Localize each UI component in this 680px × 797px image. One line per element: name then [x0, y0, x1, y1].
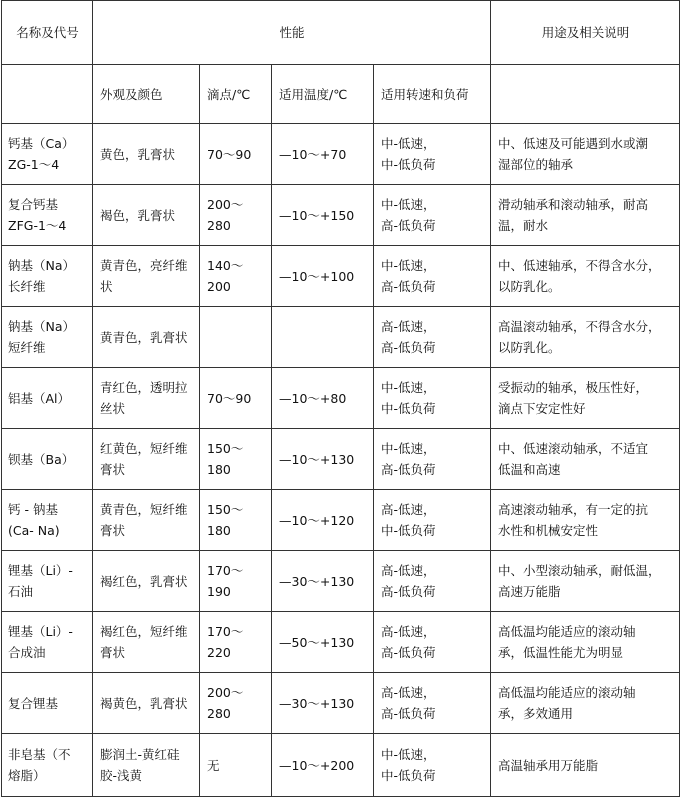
cell-usage: 中、小型滚动轴承，耐低温， 高速万能脂 — [491, 551, 680, 612]
cell-name: 钙基（Ca） ZG-1～4 — [2, 124, 93, 185]
cell-speed-load: 中-低速， 高-低负荷 — [374, 185, 491, 246]
cell-temperature: —10～+120 — [272, 490, 374, 551]
cell-dropping-point: 170～190 — [200, 551, 272, 612]
cell-usage: 受振动的轴承，极压性好， 滴点下安定性好 — [491, 368, 680, 429]
cell-appearance: 黄色，乳膏状 — [93, 124, 200, 185]
cell-dropping-point: 200～280 — [200, 673, 272, 734]
cell-name: 锂基（Li）- 合成油 — [2, 612, 93, 673]
cell-usage: 中、低速及可能遇到水或潮 湿部位的轴承 — [491, 124, 680, 185]
cell-appearance: 黄青色，乳膏状 — [93, 307, 200, 368]
cell-dropping-point: 200～280 — [200, 185, 272, 246]
cell-speed-load: 中-低速， 中-低负荷 — [374, 734, 491, 797]
cell-usage: 高速滚动轴承，有一定的抗 水性和机械安定性 — [491, 490, 680, 551]
cell-name: 复合锂基 — [2, 673, 93, 734]
grease-properties-table — [1, 0, 680, 797]
cell-usage: 中、低速轴承，不得含水分， 以防乳化。 — [491, 246, 680, 307]
cell-speed-load: 高-低速， 中-低负荷 — [374, 490, 491, 551]
cell-appearance: 褐红色，短纤维 膏状 — [93, 612, 200, 673]
cell-appearance: 褐色，乳膏状 — [93, 185, 200, 246]
cell-speed-load: 中-低速， 高-低负荷 — [374, 246, 491, 307]
table-row — [2, 612, 680, 673]
cell-appearance: 青红色，透明拉 丝状 — [93, 368, 200, 429]
cell-temperature: —10～+80 — [272, 368, 374, 429]
cell-usage: 高低温均能适应的滚动轴 承，低温性能尤为明显 — [491, 612, 680, 673]
cell-appearance: 褐黄色，乳膏状 — [93, 673, 200, 734]
cell-temperature: —50～+130 — [272, 612, 374, 673]
table-row — [2, 185, 680, 246]
cell-speed-load: 中-低速， 中-低负荷 — [374, 368, 491, 429]
header-temperature: 适用温度/℃ — [272, 65, 374, 124]
table-row — [2, 124, 680, 185]
cell-speed-load: 中-低速， 高-低负荷 — [374, 429, 491, 490]
header-empty-cell — [2, 65, 93, 124]
table-row — [2, 490, 680, 551]
cell-usage: 滑动轴承和滚动轴承，耐高 温，耐水 — [491, 185, 680, 246]
table-row — [2, 307, 680, 368]
cell-usage: 高低温均能适应的滚动轴 承，多效通用 — [491, 673, 680, 734]
table-row — [2, 734, 680, 797]
cell-temperature: —10～+200 — [272, 734, 374, 797]
header-usage: 用途及相关说明 — [491, 1, 680, 65]
header-name: 名称及代号 — [2, 1, 93, 65]
cell-speed-load: 高-低速， 高-低负荷 — [374, 551, 491, 612]
cell-name: 锂基（Li）- 石油 — [2, 551, 93, 612]
cell-temperature: —10～+150 — [272, 185, 374, 246]
cell-speed-load: 中-低速， 中-低负荷 — [374, 124, 491, 185]
cell-name: 钠基（Na） 短纤维 — [2, 307, 93, 368]
header-appearance: 外观及颜色 — [93, 65, 200, 124]
cell-appearance: 红黄色，短纤维 膏状 — [93, 429, 200, 490]
cell-usage: 高温滚动轴承，不得含水分， 以防乳化。 — [491, 307, 680, 368]
cell-dropping-point: 170～220 — [200, 612, 272, 673]
table-row — [2, 246, 680, 307]
cell-name: 钙 - 钠基 (Ca- Na) — [2, 490, 93, 551]
cell-dropping-point: 70～90 — [200, 124, 272, 185]
cell-speed-load: 高-低速， 高-低负荷 — [374, 612, 491, 673]
table-row — [2, 673, 680, 734]
cell-name: 钡基（Ba） — [2, 429, 93, 490]
cell-appearance: 黄青色，短纤维 膏状 — [93, 490, 200, 551]
cell-dropping-point: 70～90 — [200, 368, 272, 429]
header-row-main — [2, 1, 680, 65]
cell-usage: 高温轴承用万能脂 — [491, 734, 680, 797]
table-row — [2, 429, 680, 490]
cell-dropping-point: 无 — [200, 734, 272, 797]
cell-dropping-point: 150～180 — [200, 429, 272, 490]
cell-speed-load: 高-低速， 高-低负荷 — [374, 673, 491, 734]
cell-dropping-point: 150～180 — [200, 490, 272, 551]
cell-name: 非皂基（不 熔脂） — [2, 734, 93, 797]
cell-temperature — [272, 307, 374, 368]
header-row-sub — [2, 65, 680, 124]
cell-appearance: 黄青色，亮纤维 状 — [93, 246, 200, 307]
header-usage-empty — [491, 65, 680, 124]
cell-name: 复合钙基 ZFG-1～4 — [2, 185, 93, 246]
header-speed-load: 适用转速和负荷 — [374, 65, 491, 124]
cell-temperature: —10～+130 — [272, 429, 374, 490]
cell-temperature: —10～+70 — [272, 124, 374, 185]
cell-appearance: 褐红色，乳膏状 — [93, 551, 200, 612]
cell-temperature: —10～+100 — [272, 246, 374, 307]
cell-name: 钠基（Na） 长纤维 — [2, 246, 93, 307]
cell-temperature: —30～+130 — [272, 673, 374, 734]
header-performance: 性能 — [93, 1, 491, 65]
cell-appearance: 膨润土-黄红硅 胶-浅黄 — [93, 734, 200, 797]
header-dropping-point: 滴点/℃ — [200, 65, 272, 124]
table-row — [2, 551, 680, 612]
cell-dropping-point — [200, 307, 272, 368]
table-row — [2, 368, 680, 429]
cell-name: 铝基（Al） — [2, 368, 93, 429]
cell-temperature: —30～+130 — [272, 551, 374, 612]
cell-speed-load: 高-低速， 高-低负荷 — [374, 307, 491, 368]
cell-usage: 中、低速滚动轴承，不适宜 低温和高速 — [491, 429, 680, 490]
cell-dropping-point: 140～200 — [200, 246, 272, 307]
